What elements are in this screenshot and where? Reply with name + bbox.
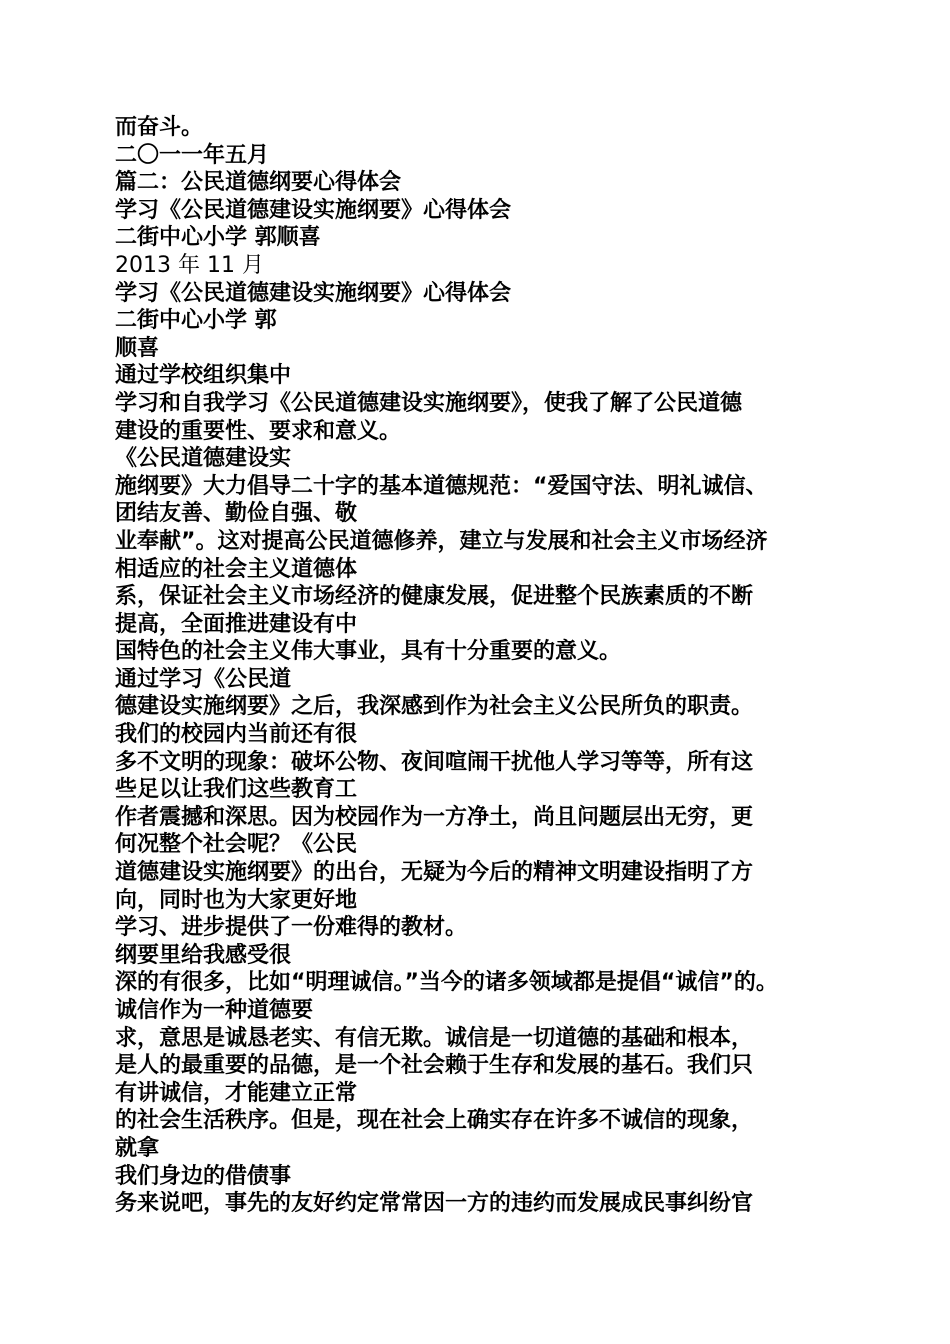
text-line: 建设的重要性、要求和意义。 bbox=[115, 418, 402, 444]
text-line: 篇二：公民道德纲要心得体会 bbox=[115, 170, 402, 196]
text-line: 纲要里给我感受很 bbox=[115, 942, 292, 968]
text-line: 二〇一一年五月 bbox=[115, 142, 270, 168]
text-line: 通过学习《公民道 bbox=[115, 666, 292, 692]
text-line: 《公民道德建设实 bbox=[115, 446, 292, 472]
text-line: 些足以让我们这些教育工 bbox=[115, 777, 358, 803]
text-line: 二街中心小学 郭顺喜 bbox=[115, 225, 321, 251]
text-line: 深的有很多，比如“明理诚信。”当今的诸多领域都是提倡“诚信”的。 bbox=[115, 970, 778, 996]
text-line: 务来说吧，事先的友好约定常常因一方的违约而发展成民事纠纷官 bbox=[115, 1191, 754, 1217]
text-line: 二街中心小学 郭 bbox=[115, 308, 277, 334]
text-line: 施纲要》大力倡导二十字的基本道德规范：“爱国守法、明礼诚信、 bbox=[115, 473, 768, 499]
text-line: 何况整个社会呢？《公民 bbox=[115, 832, 358, 858]
text-line: 国特色的社会主义伟大事业，具有十分重要的意义。 bbox=[115, 639, 622, 665]
text-line: 2013 年 11 月 bbox=[115, 252, 264, 278]
text-line: 我们的校园内当前还有很 bbox=[115, 722, 358, 748]
text-line: 系，保证社会主义市场经济的健康发展，促进整个民族素质的不断 bbox=[115, 584, 754, 610]
text-line: 学习和自我学习《公民道德建设实施纲要》，使我了解了公民道德 bbox=[115, 390, 743, 416]
text-line: 诚信作为一种道德要 bbox=[115, 998, 314, 1023]
text-line: 就拿 bbox=[115, 1135, 160, 1161]
text-line: 业奉献”。这对提高公民道德修养，建立与发展和社会主义市场经济 bbox=[115, 528, 768, 554]
text-line: 学习、进步提供了一份难得的教材。 bbox=[115, 915, 468, 941]
text-line: 向，同时也为大家更好地 bbox=[115, 887, 358, 913]
text-line: 是人的最重要的品德，是一个社会赖于生存和发展的基石。我们只 bbox=[115, 1053, 754, 1079]
text-line: 求，意思是诚恳老实、有信无欺。诚信是一切道德的基础和根本， bbox=[115, 1025, 754, 1051]
text-line: 相适应的社会主义道德体 bbox=[115, 556, 358, 582]
text-line: 提高，全面推进建设有中 bbox=[115, 611, 358, 637]
text-line: 道德建设实施纲要》的出台，无疑为今后的精神文明建设指明了方 bbox=[115, 860, 754, 886]
text-line: 多不文明的现象：破坏公物、夜间喧闹干扰他人学习等等，所有这 bbox=[115, 749, 754, 775]
text-line: 的社会生活秩序。但是，现在社会上确实存在许多不诚信的现象， bbox=[115, 1108, 754, 1134]
text-line: 团结友善、勤俭自强、敬 bbox=[115, 501, 358, 527]
text-line: 学习《公民道德建设实施纲要》心得体会 bbox=[115, 197, 512, 223]
text-line: 学习《公民道德建设实施纲要》心得体会 bbox=[115, 280, 512, 306]
text-line: 有讲诚信，才能建立正常 bbox=[115, 1080, 358, 1106]
text-line: 顺喜 bbox=[115, 335, 160, 361]
text-line: 通过学校组织集中 bbox=[115, 363, 292, 389]
text-line: 德建设实施纲要》之后，我深感到作为社会主义公民所负的职责。 bbox=[115, 694, 754, 720]
text-line: 作者震撼和深思。因为校园作为一方净土，尚且问题层出无穷，更 bbox=[115, 804, 754, 830]
text-line: 我们身边的借债事 bbox=[115, 1163, 292, 1189]
text-line: 而奋斗。 bbox=[115, 115, 204, 140]
document-body bbox=[115, 114, 835, 1218]
